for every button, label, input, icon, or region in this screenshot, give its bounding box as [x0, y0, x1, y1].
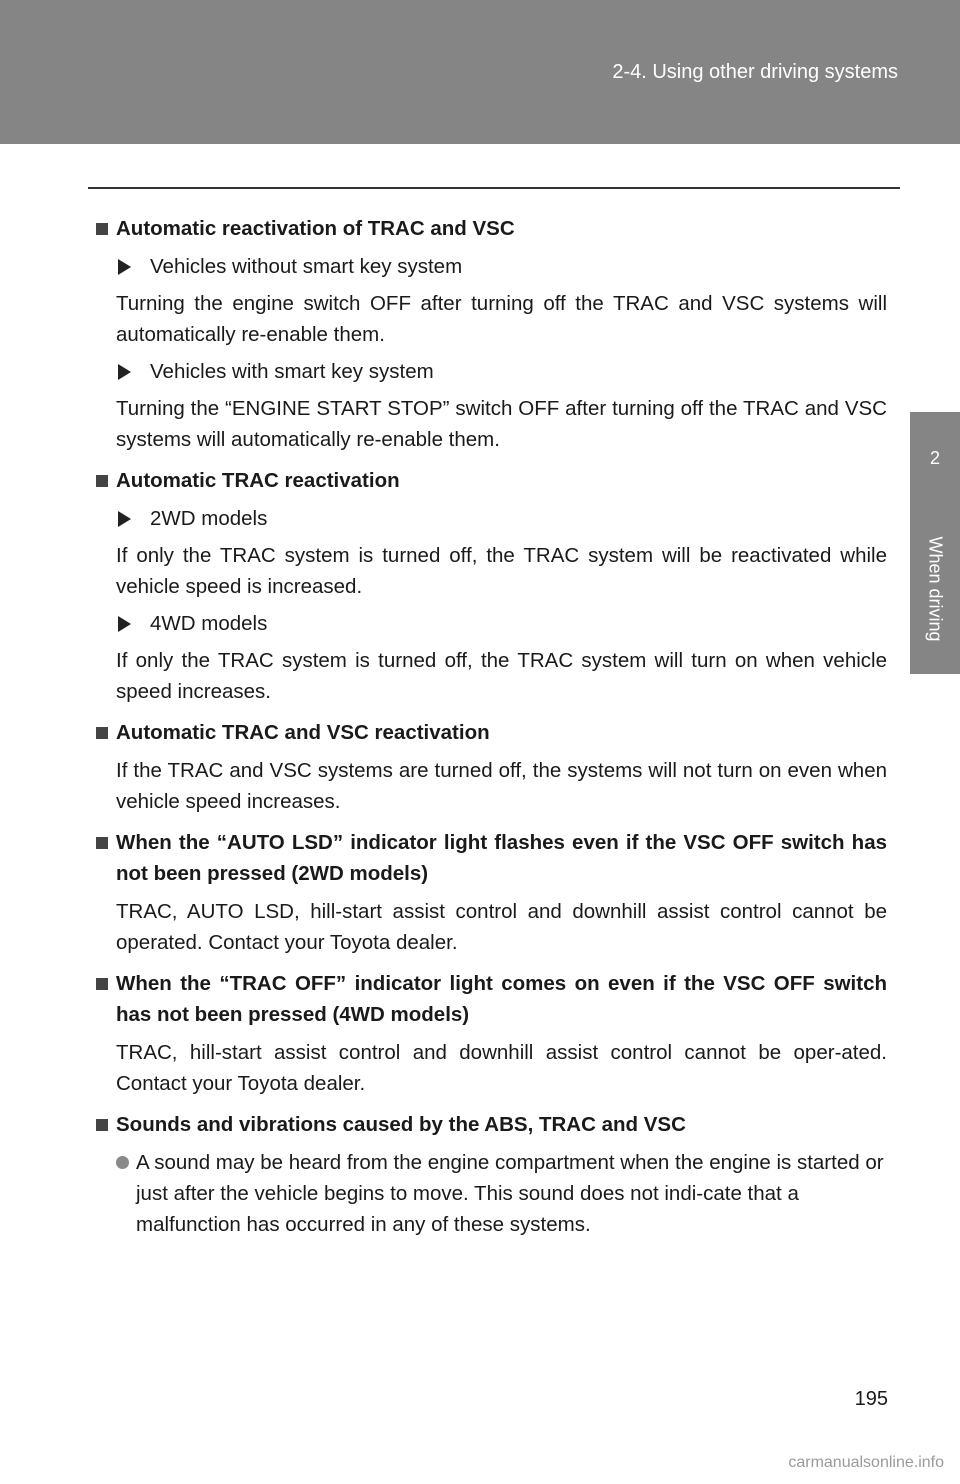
paragraph: If only the TRAC system is turned off, the TRAC system will turn on when vehicle speed increases. — [116, 649, 887, 703]
section-title: 2-4. Using other driving systems — [612, 61, 898, 83]
square-bullet-icon — [96, 978, 108, 990]
section-heading: Sounds and vibrations caused by the ABS, TRAC and VSC — [96, 1109, 887, 1140]
page-header — [0, 0, 960, 144]
subheading: 2WD models — [96, 503, 887, 534]
paragraph: Turning the “ENGINE START STOP” switch OFF after turning off the TRAC and VSC systems will automatically re-enable them. — [116, 397, 887, 451]
subheading: Vehicles without smart key system — [96, 251, 887, 282]
section-heading: Automatic TRAC reactivation — [96, 465, 887, 496]
chapter-label-tab — [910, 504, 960, 674]
subheading: 4WD models — [96, 608, 887, 639]
page-content — [96, 213, 887, 1240]
section-heading: When the “TRAC OFF” indicator light comes on even if the VSC OFF switch has not been pressed (4WD models) — [96, 968, 887, 1030]
chapter-label: When driving — [925, 536, 946, 642]
paragraph: Turning the engine switch OFF after turning off the TRAC and VSC systems will automatically re-enable them. — [116, 292, 887, 346]
triangle-arrow-icon — [118, 364, 131, 380]
triangle-arrow-icon — [118, 259, 131, 275]
section-heading: Automatic TRAC and VSC reactivation — [96, 717, 887, 748]
header-divider — [88, 187, 900, 189]
page-number: 195 — [854, 1388, 888, 1410]
square-bullet-icon — [96, 727, 108, 739]
square-bullet-icon — [96, 475, 108, 487]
subheading: Vehicles with smart key system — [96, 356, 887, 387]
paragraph: If only the TRAC system is turned off, the TRAC system will be reactivated while vehicle speed is increased. — [116, 544, 887, 598]
paragraph: TRAC, AUTO LSD, hill-start assist control and downhill assist control cannot be operated. Contact your Toyota dealer. — [116, 900, 887, 954]
triangle-arrow-icon — [118, 511, 131, 527]
watermark: carmanualsonline.info — [788, 1454, 944, 1471]
bullet-item: A sound may be heard from the engine compartment when the engine is started or just after the vehicle begins to move. This sound does not indi-cate that a malfunction has occurred in any of these systems. — [96, 1147, 887, 1240]
square-bullet-icon — [96, 223, 108, 235]
section-heading: Automatic reactivation of TRAC and VSC — [96, 213, 887, 244]
square-bullet-icon — [96, 837, 108, 849]
square-bullet-icon — [96, 1119, 108, 1131]
triangle-arrow-icon — [118, 616, 131, 632]
circle-bullet-icon — [116, 1156, 129, 1169]
section-heading: When the “AUTO LSD” indicator light flashes even if the VSC OFF switch has not been pressed (2WD models) — [96, 827, 887, 889]
paragraph: If the TRAC and VSC systems are turned off, the systems will not turn on even when vehicle speed increases. — [116, 759, 887, 813]
chapter-number-tab: 2 — [910, 412, 960, 504]
paragraph: TRAC, hill-start assist control and downhill assist control cannot be oper-ated. Contact your Toyota dealer. — [116, 1041, 887, 1095]
